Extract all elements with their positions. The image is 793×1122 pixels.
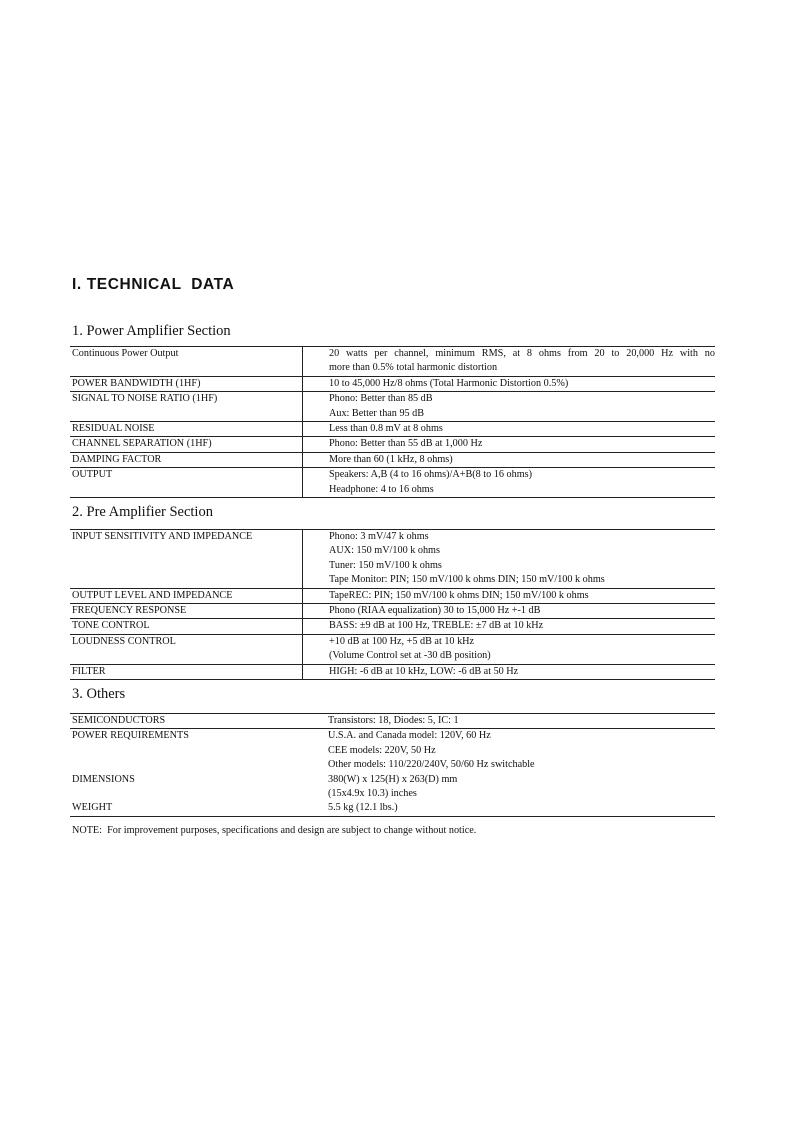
spec-row	[70, 634, 715, 664]
spec-row	[70, 437, 715, 452]
spec-value-line: 10 to 45,000 Hz/8 ohms (Total Harmonic Distortion 0.5%)	[329, 377, 569, 389]
spec-value-line: 380(W) x 125(H) x 263(D) mm	[328, 773, 458, 785]
spec-value	[302, 773, 715, 802]
spec-value-line: more than 0.5% total harmonic distortion	[329, 362, 498, 374]
spec-value	[303, 634, 716, 664]
spec-value	[303, 347, 716, 377]
spec-row	[70, 773, 715, 802]
spec-value-line: Less than 0.8 mV at 8 ohms	[329, 423, 443, 435]
spec-row	[70, 392, 715, 422]
spec-label: POWER REQUIREMENTS	[70, 729, 302, 773]
spec-row	[70, 801, 715, 816]
spec-value-line: Phono: Better than 55 dB at 1,000 Hz	[329, 438, 483, 450]
spec-value-line: HIGH: -6 dB at 10 kHz, LOW: -6 dB at 50 Hz	[329, 665, 519, 677]
spec-value	[303, 422, 716, 437]
spec-label: OUTPUT LEVEL AND IMPEDANCE	[70, 588, 303, 603]
others-table	[70, 713, 715, 817]
spec-value-line: 20 watts per channel, minimum RMS, at 8 ohms from 20 to 20,000 Hz with no	[329, 348, 715, 359]
spec-row	[70, 530, 715, 589]
spec-value	[303, 437, 716, 452]
spec-value-line: Headphone: 4 to 16 ohms	[329, 483, 434, 495]
section-heading-power-amplifier: 1. Power Amplifier Section	[72, 323, 231, 339]
section-heading-others: 3. Others	[72, 686, 126, 702]
spec-label: RESIDUAL NOISE	[70, 422, 303, 437]
note-text: NOTE: For improvement purposes, specifications and design are subject to change without notice.	[72, 825, 477, 836]
spec-value-line: More than 60 (1 kHz, 8 ohms)	[329, 453, 453, 465]
spec-row	[70, 452, 715, 467]
spec-value	[303, 604, 716, 619]
spec-label: FREQUENCY RESPONSE	[70, 604, 303, 619]
spec-value	[303, 392, 716, 422]
spec-label: OUTPUT	[70, 468, 303, 498]
spec-value-line: Aux: Better than 95 dB	[329, 407, 425, 419]
spec-value	[303, 452, 716, 467]
spec-value-line: TapeREC: PIN; 150 mV/100 k ohms DIN; 150 mV/100 k ohms	[329, 589, 589, 601]
spec-value-line: Phono: Better than 85 dB	[329, 393, 433, 405]
spec-label: INPUT SENSITIVITY AND IMPEDANCE	[70, 530, 303, 589]
spec-value-line: U.S.A. and Canada model: 120V, 60 Hz	[328, 730, 491, 742]
spec-value	[302, 729, 715, 773]
section-heading-pre-amplifier: 2. Pre Amplifier Section	[72, 504, 213, 520]
spec-row	[70, 619, 715, 634]
spec-value	[303, 376, 716, 391]
spec-label: SIGNAL TO NOISE RATIO (1HF)	[70, 392, 303, 422]
spec-value-line: Phono (RIAA equalization) 30 to 15,000 Hz +-1 dB	[329, 605, 541, 617]
spec-label: CHANNEL SEPARATION (1HF)	[70, 437, 303, 452]
spec-value	[303, 530, 716, 589]
spec-row	[70, 422, 715, 437]
spec-value-line: 5.5 kg (12.1 lbs.)	[328, 802, 398, 814]
spec-value-line: Tape Monitor: PIN; 150 mV/100 k ohms DIN; 150 mV/100 k ohms	[329, 574, 605, 586]
spec-value	[303, 664, 716, 679]
pre-amplifier-table	[70, 529, 715, 680]
spec-value-line: BASS: ±9 dB at 100 Hz, TREBLE: ±7 dB at 10 kHz	[329, 620, 544, 632]
spec-row	[70, 664, 715, 679]
spec-value-line: AUX: 150 mV/100 k ohms	[329, 545, 440, 557]
spec-value	[303, 588, 716, 603]
spec-label: TONE CONTROL	[70, 619, 303, 634]
spec-value-line: Speakers: A,B (4 to 16 ohms)/A+B(8 to 16 ohms)	[329, 469, 532, 481]
spec-value-line: CEE models: 220V, 50 Hz	[328, 744, 436, 756]
spec-label: FILTER	[70, 664, 303, 679]
spec-row	[70, 714, 715, 729]
spec-value-line: (15x4.9x 10.3) inches	[328, 788, 417, 800]
spec-row	[70, 604, 715, 619]
spec-value	[302, 801, 715, 816]
spec-value-line: Transistors: 18, Diodes: 5, IC: 1	[328, 715, 459, 726]
spec-label: SEMICONDUCTORS	[70, 714, 302, 729]
spec-row	[70, 588, 715, 603]
spec-value	[303, 468, 716, 498]
spec-value-line: Other models: 110/220/240V, 50/60 Hz switchable	[328, 759, 535, 771]
spec-label: WEIGHT	[70, 801, 302, 816]
spec-row	[70, 729, 715, 773]
spec-value-line: Tuner: 150 mV/100 k ohms	[329, 559, 442, 571]
spec-value	[303, 619, 716, 634]
spec-label: DAMPING FACTOR	[70, 452, 303, 467]
spec-value-line: +10 dB at 100 Hz, +5 dB at 10 kHz	[329, 635, 475, 647]
spec-row	[70, 347, 715, 377]
spec-row	[70, 376, 715, 391]
power-amplifier-table	[70, 346, 715, 498]
spec-value-line: (Volume Control set at -30 dB position)	[329, 650, 491, 662]
spec-label: POWER BANDWIDTH (1HF)	[70, 376, 303, 391]
spec-label: Continuous Power Output	[70, 347, 303, 377]
page-title: I. TECHNICAL DATA	[72, 276, 235, 293]
spec-label: DIMENSIONS	[72, 773, 135, 785]
spec-label: LOUDNESS CONTROL	[70, 634, 303, 664]
spec-row	[70, 468, 715, 498]
spec-value	[302, 714, 715, 729]
spec-value-line: Phono: 3 mV/47 k ohms	[329, 531, 429, 542]
